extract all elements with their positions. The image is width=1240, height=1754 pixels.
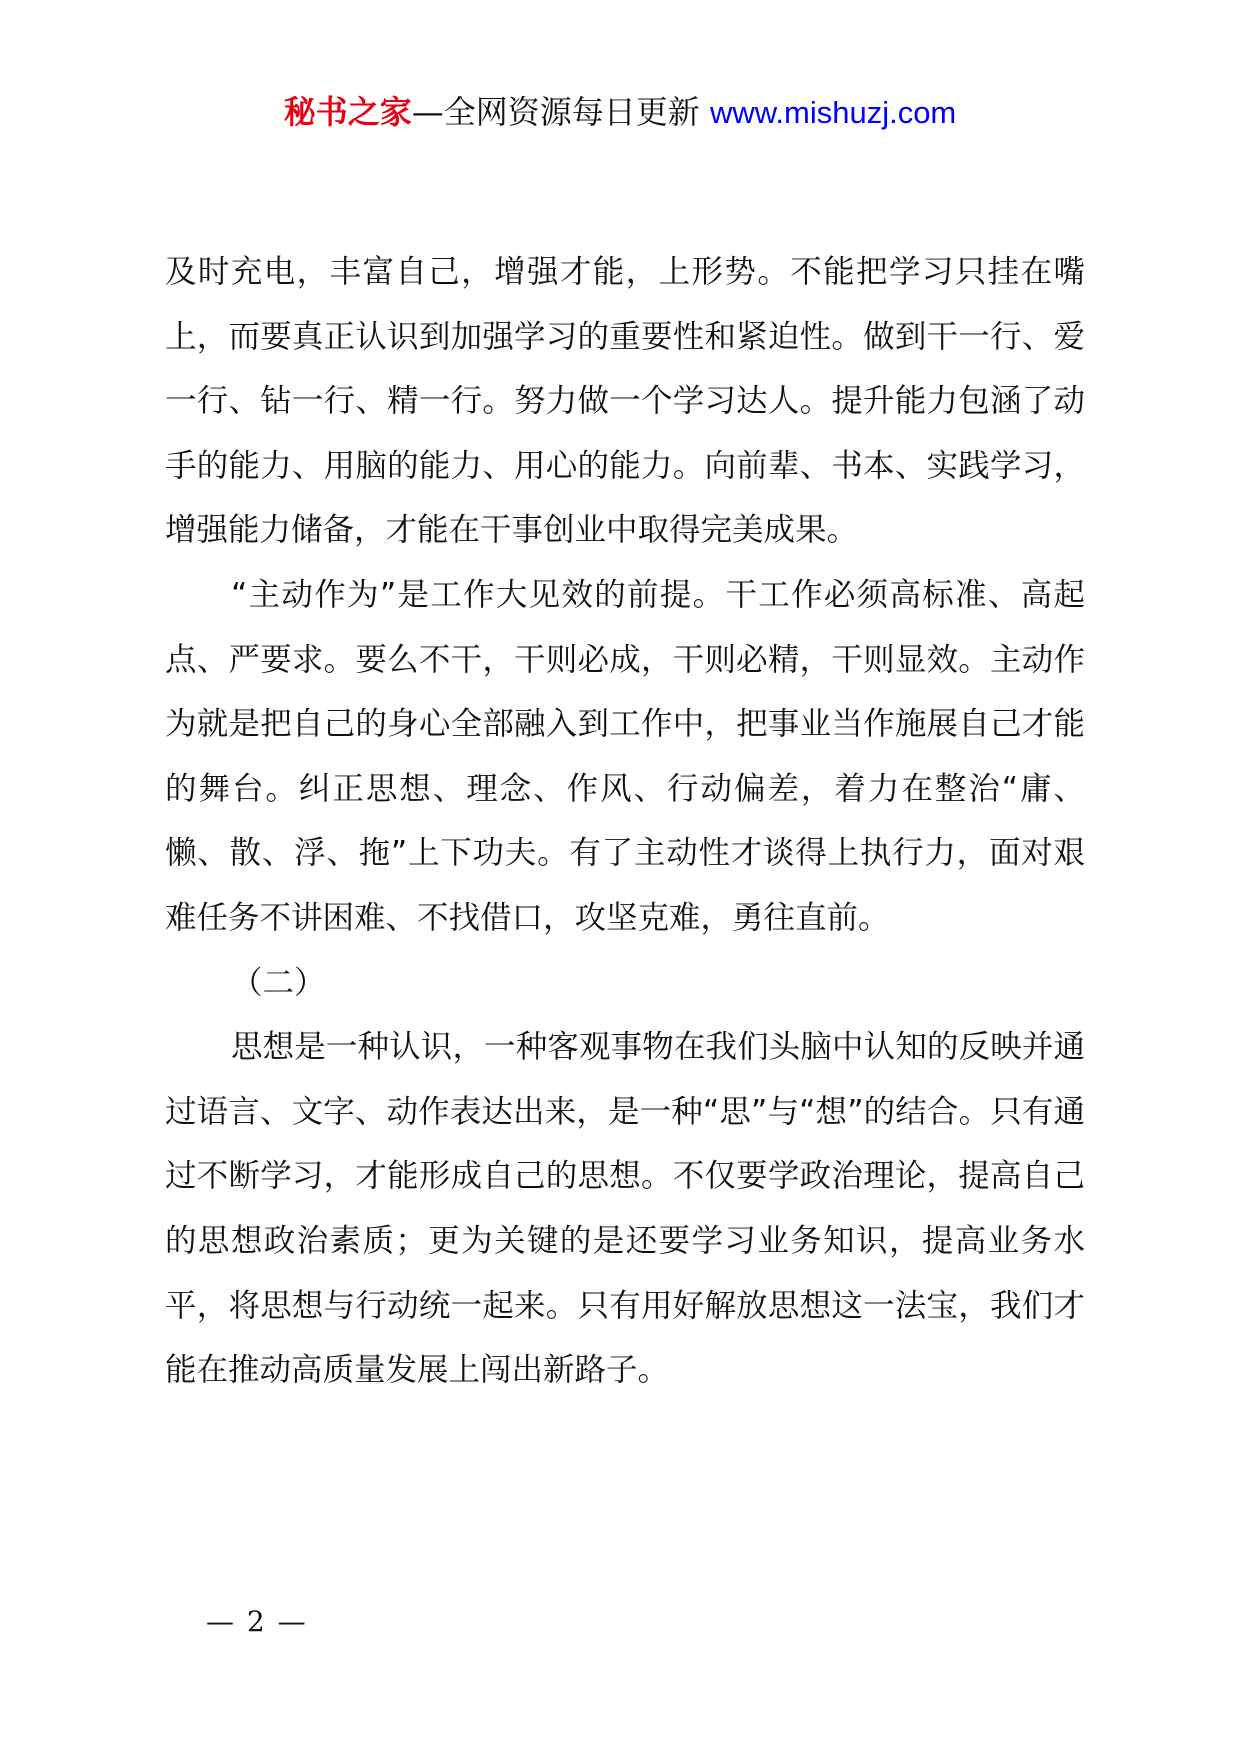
- paragraph-continuation: 及时充电，丰富自己，增强才能，上形势。不能把学习只挂在嘴上，而要真正认识到加强学习的重要性和紧迫性。做到干一行、爱一行、钻一行、精一行。努力做一个学习达人。提升能力包涵了动手的能力、用脑的能力、用心的能力。向前辈、书本、实践学习，增强能力储备，才能在干事创业中取得完美成果。: [165, 254, 1085, 549]
- page-number: — 2 —: [206, 1605, 308, 1638]
- paragraph-thought: 思想是一种认识，一种客观事物在我们头脑中认知的反映并通过语言、文字、动作表达出来，是一种“思”与“想”的结合。只有通过不断学习，才能形成自己的思想。不仅要学政治理论，提高自己的思想政治素质；更为关键的是还要学习业务知识，提高业务水平，将思想与行动统一起来。只有用好解放思想这一法宝，我们才能在推动高质量发展上闯出新路子。: [165, 1029, 1085, 1389]
- site-header: [0, 92, 1240, 133]
- paragraph-initiative: “主动作为”是工作大见效的前提。干工作必须高标准、高起点、严要求。要么不干，干则必成，干则必精，干则显效。主动作为就是把自己的身心全部融入到工作中，把事业当作施展自己才能的舞台。纠正思想、理念、作风、行动偏差，着力在整治“庸、懒、散、浮、拖”上下功夫。有了主动性才谈得上执行力，面对艰难任务不讲困难、不找借口，攻坚克难，勇往直前。: [165, 576, 1085, 936]
- header-tagline: —全网资源每日更新: [411, 93, 710, 131]
- site-url-link[interactable]: www.mishuzj.com: [709, 95, 957, 130]
- brand-name: 秘书之家: [283, 93, 412, 131]
- section-heading: （二）: [231, 964, 326, 1001]
- document-body: [165, 240, 1085, 1403]
